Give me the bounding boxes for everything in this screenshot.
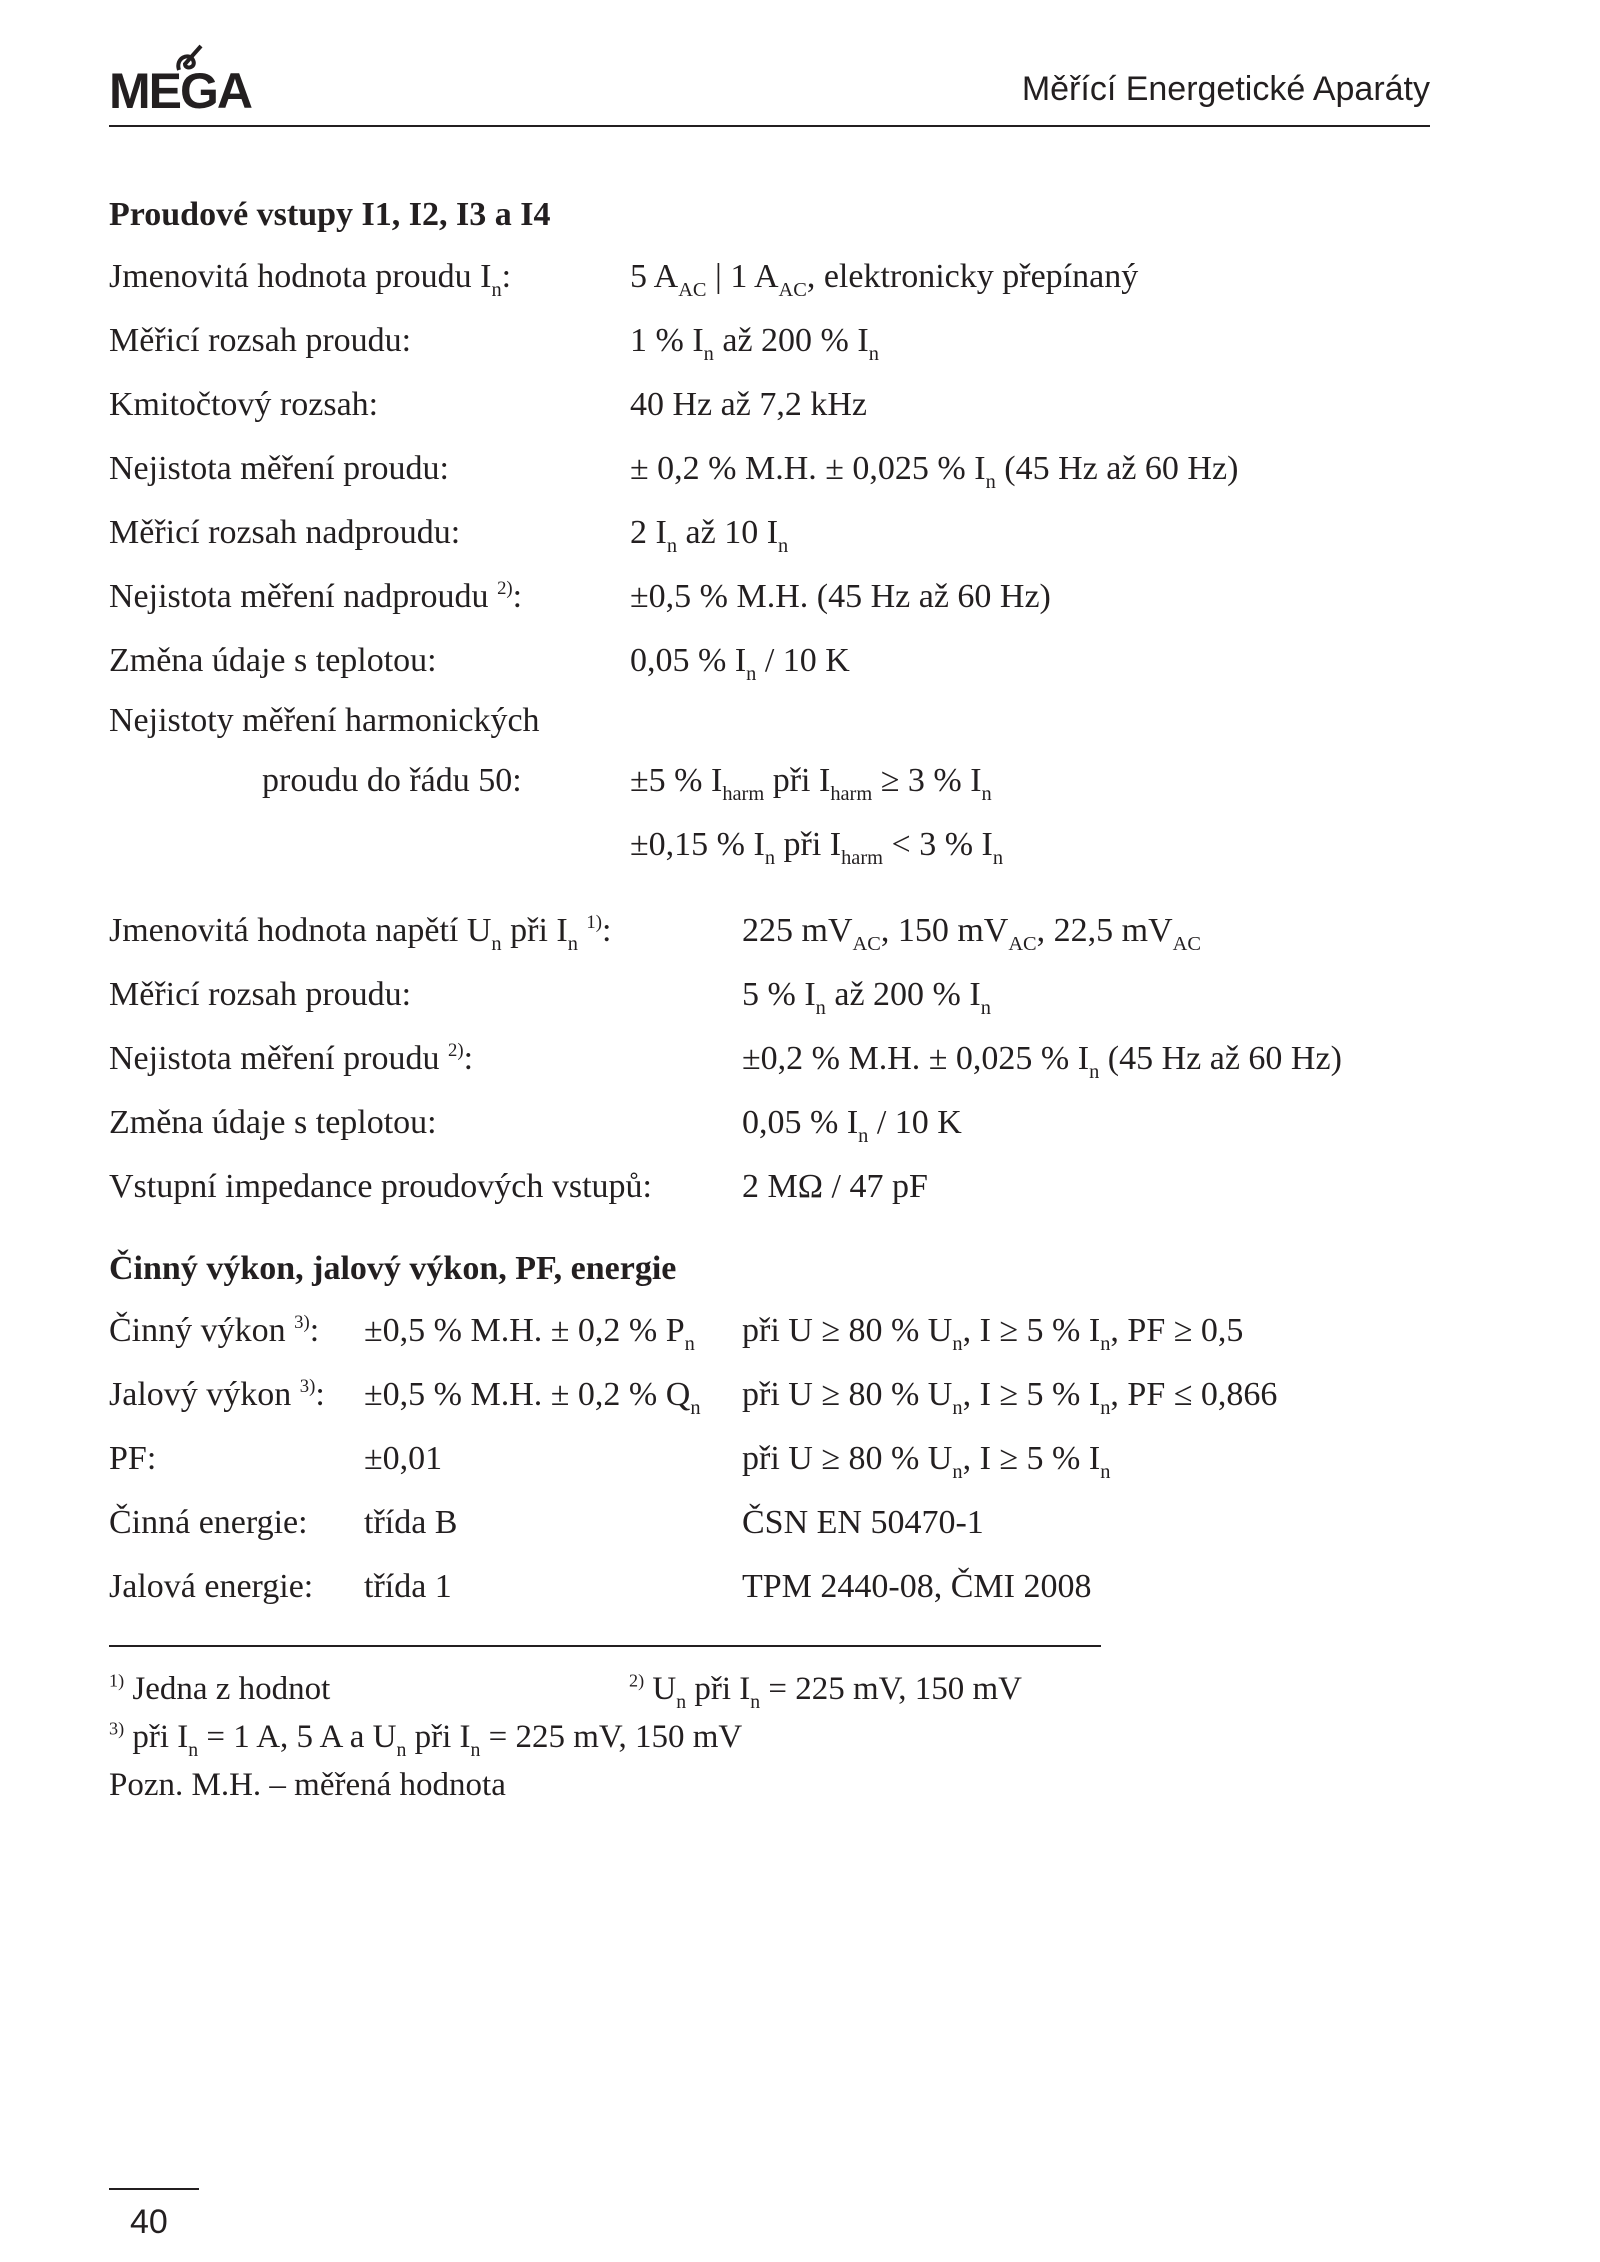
spec-label: Nejistota měření nadproudu $^{2)}$: bbox=[109, 577, 523, 615]
header-title: Měřící Energetické Aparáty bbox=[1021, 70, 1430, 108]
spec-condition: při U ≥ 80 % $U_n$, I ≥ 5 % $I_n$, PF ≥ 0,5 bbox=[742, 1312, 1244, 1356]
spec-label: Kmitočtový rozsah: bbox=[109, 386, 379, 423]
spec-value: 40 Hz až 7,2 kHz bbox=[630, 386, 867, 423]
footnote-1: $^{1)}$ Jedna z hodnot bbox=[109, 1670, 331, 1707]
spec-row bbox=[109, 245, 1430, 309]
logo-text: MEGA bbox=[109, 63, 251, 119]
spec-row bbox=[109, 501, 1430, 565]
spec-value: ±0,15 % $I_n$ při $I_{harm} < 3$ % $I_n$ bbox=[630, 826, 1004, 870]
spec-label: Nejistoty měření harmonických bbox=[109, 702, 540, 739]
spec-value: 225 $mV_{AC}$, 150 $mV_{AC}$, 22,5 $mV_{AC}$ bbox=[742, 912, 1201, 956]
spec-row bbox=[109, 1363, 1430, 1427]
footnote-3: $^{3)}$ při $I_n = 1$ A, 5 A a $U_n$ při $I_n = 225$ mV, 150 mV bbox=[109, 1718, 743, 1761]
footnote-divider bbox=[109, 1645, 1101, 1647]
spec-row bbox=[109, 1027, 1430, 1091]
spec-label: Jalový výkon $^{3)}$: bbox=[109, 1375, 325, 1413]
logo-swirl-icon bbox=[171, 40, 211, 80]
section-title-current-inputs: Proudové vstupy I1, I2, I3 a I4 bbox=[109, 196, 551, 233]
spec-row bbox=[109, 373, 1430, 437]
spec-value: ±0,5 % M.H. ± 0,2 % $Q_n$ bbox=[364, 1376, 701, 1420]
spec-label: Jmenovitá hodnota napětí $U_n$ při $I_n$ $^{1)}$: bbox=[109, 911, 612, 956]
spec-condition: TPM 2440-08, ČMI 2008 bbox=[742, 1568, 1092, 1605]
spec-row bbox=[109, 565, 1430, 629]
spec-value: třída 1 bbox=[364, 1568, 452, 1605]
footnote-2: $^{2)}$ $U_n$ při $I_n = 225$ mV, 150 mV bbox=[629, 1670, 1023, 1713]
spec-label: Činný výkon $^{3)}$: bbox=[109, 1311, 320, 1349]
spec-label: Jalová energie: bbox=[109, 1568, 314, 1605]
spec-condition: při U ≥ 80 % $U_n$, I ≥ 5 % $I_n$ bbox=[742, 1440, 1111, 1484]
spec-label: Vstupní impedance proudových vstupů: bbox=[109, 1168, 652, 1205]
page-number: 40 bbox=[130, 2203, 168, 2241]
spec-value: 5 % $I_n$ až 200 % $I_n$ bbox=[742, 976, 991, 1020]
spec-value: ± 0,2 % M.H. ± 0,025 % $I_n$ (45 Hz až 60 Hz) bbox=[630, 450, 1239, 494]
spec-row bbox=[109, 1555, 1430, 1619]
spec-value: třída B bbox=[364, 1504, 458, 1541]
spec-value: ±0,01 bbox=[364, 1440, 443, 1477]
spec-value: ±0,5 % M.H. (45 Hz až 60 Hz) bbox=[630, 578, 1051, 615]
page-header bbox=[109, 40, 1430, 127]
spec-label: Nejistota měření proudu: bbox=[109, 450, 449, 487]
spec-row bbox=[109, 1091, 1430, 1155]
spec-condition: ČSN EN 50470-1 bbox=[742, 1504, 984, 1541]
section-title-power: Činný výkon, jalový výkon, PF, energie bbox=[109, 1250, 677, 1287]
main-content bbox=[109, 185, 1430, 1619]
spec-value: 0,05 % $I_n / 10$ K bbox=[742, 1104, 962, 1148]
spec-row bbox=[109, 813, 1430, 877]
spec-value: ±5 % $I_{harm}$ při $I_{harm} \ge 3$ % $I_n$ bbox=[630, 762, 992, 806]
spec-label: Jmenovitá hodnota proudu $I_n$: bbox=[109, 258, 512, 302]
spec-row bbox=[109, 309, 1430, 373]
spec-row bbox=[109, 749, 1430, 813]
spec-value: 2 $I_n$ až 10 $I_n$ bbox=[630, 514, 789, 558]
spec-label: Měřicí rozsah proudu: bbox=[109, 976, 412, 1013]
spec-row bbox=[109, 629, 1430, 693]
spec-row bbox=[109, 437, 1430, 501]
spec-label: Nejistota měření proudu $^{2)}$: bbox=[109, 1039, 474, 1077]
spec-value: 0,05 % $I_n / 10$ K bbox=[630, 642, 850, 686]
spec-condition: při U ≥ 80 % $U_n$, I ≥ 5 % $I_n$, PF ≤ 0,866 bbox=[742, 1376, 1278, 1420]
spec-row bbox=[109, 963, 1430, 1027]
spec-row bbox=[109, 1427, 1430, 1491]
spec-value: 5 $A_{AC}$ | 1 $A_{AC}$, elektronicky přepínaný bbox=[630, 258, 1139, 302]
spec-row bbox=[109, 1155, 1430, 1219]
spec-row bbox=[109, 1299, 1430, 1363]
footnote-note: Pozn. M.H. – měřená hodnota bbox=[109, 1767, 506, 1803]
spec-value: 2 MΩ / 47 pF bbox=[742, 1168, 928, 1205]
spec-row bbox=[109, 693, 1430, 749]
spec-row bbox=[109, 899, 1430, 963]
spec-label: PF: bbox=[109, 1440, 157, 1477]
spec-label: Změna údaje s teplotou: bbox=[109, 642, 437, 679]
spec-label: Změna údaje s teplotou: bbox=[109, 1104, 437, 1141]
spec-label: Měřicí rozsah nadproudu: bbox=[109, 514, 461, 551]
spec-value: 1 % $I_n$ až 200 % $I_n$ bbox=[630, 322, 879, 366]
spec-label: Činná energie: bbox=[109, 1504, 308, 1541]
spec-value: ±0,2 % M.H. ± 0,025 % $I_n$ (45 Hz až 60 Hz) bbox=[742, 1040, 1342, 1084]
spec-label: Měřicí rozsah proudu: bbox=[109, 322, 412, 359]
spec-row bbox=[109, 1491, 1430, 1555]
spec-label: proudu do řádu 50: bbox=[262, 762, 522, 799]
spec-value: ±0,5 % M.H. ± 0,2 % $P_n$ bbox=[364, 1312, 695, 1356]
page-number-divider bbox=[109, 2188, 199, 2190]
